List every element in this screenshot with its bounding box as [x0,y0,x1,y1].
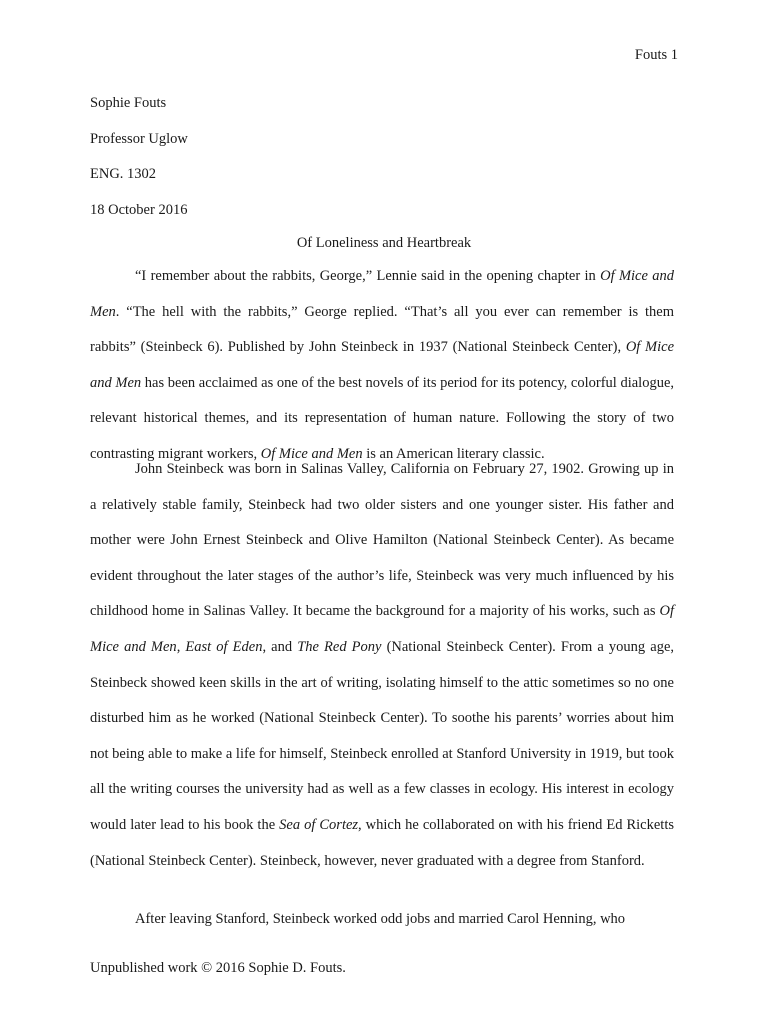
p2-text-4: (National Steinbeck Center). From a young age, Steinbeck showed keen skills in the art of writing, isolating himself to the attic sometimes so no one disturbed him as he worked (National Steinbeck Center). To soothe his parents’ worries about him not being able to make a life for himself, Steinbeck enrolled at Stanford University in 1919, but took all the writing courses the university had as well as a few classes in ecology. His interest in ecology would later lead to his book the [90,638,675,833]
p2-text-3: , and [262,638,298,655]
p2-italic-4: Sea of Cortez [279,816,359,833]
p2-italic-1: Of Mice and Men [90,603,674,655]
professor-name: Professor Uglow [90,131,188,147]
essay-title: Of Loneliness and Heartbreak [296,235,472,251]
paragraph-3-start: After leaving Stanford, Steinbeck worked odd jobs and married Carol Henning, who [135,911,626,927]
course-code: ENG. 1302 [90,166,157,182]
p1-text-3: has been acclaimed as one of the best novels of its period for its potency, colorful dialogue, relevant historical themes, and its representation of human nature. Following the story of two contrasting migrant workers, [90,374,674,462]
page-header-label: Fouts 1 [634,47,678,63]
p1-text-4: is an American literary classic. [362,445,545,462]
p1-text-2: . “The hell with the rabbits,” George replied. “That’s all you ever can remember is them rabbits” (Steinbeck 6). Published by John Steinbeck in 1937 (National Steinbeck Center), [90,303,674,356]
student-name: Sophie Fouts [90,95,167,111]
date: 18 October 2016 [90,202,188,218]
p2-text-5: , which he collaborated on with his friend Ed Ricketts (National Steinbeck Center). Steinbeck, however, never graduated with a degree from Stanford. [90,816,674,869]
p2-italic-3: The Red Pony [297,638,382,655]
p1-italic-3: Of Mice and Men [260,445,363,462]
paragraph-2 [90,452,674,879]
p2-text-1: John Steinbeck was born in Salinas Valley, California on February 27, 1902. Growing up in a relatively stable family, Steinbeck had two older sisters and one younger sister. His father and mother were John Ernest Steinbeck and Olive Hamilton (National Steinbeck Center). As became evident throughout the later stages of the author’s life, Steinbeck was very much influenced by his childhood home in Salinas Valley. It became the background for a majority of his works, such as [90,461,674,620]
p1-text-1: “I remember about the rabbits, George,” Lennie said in the opening chapter in [135,268,601,284]
p1-italic-1: Of Mice and Men [90,268,675,320]
p2-italic-2: East of Eden [185,638,263,655]
p1-italic-2: Of Mice and Men [90,339,675,391]
copyright-footer: Unpublished work © 2016 Sophie D. Fouts. [90,960,346,976]
paragraph-1 [90,259,674,473]
p2-text-2: , [176,638,186,655]
